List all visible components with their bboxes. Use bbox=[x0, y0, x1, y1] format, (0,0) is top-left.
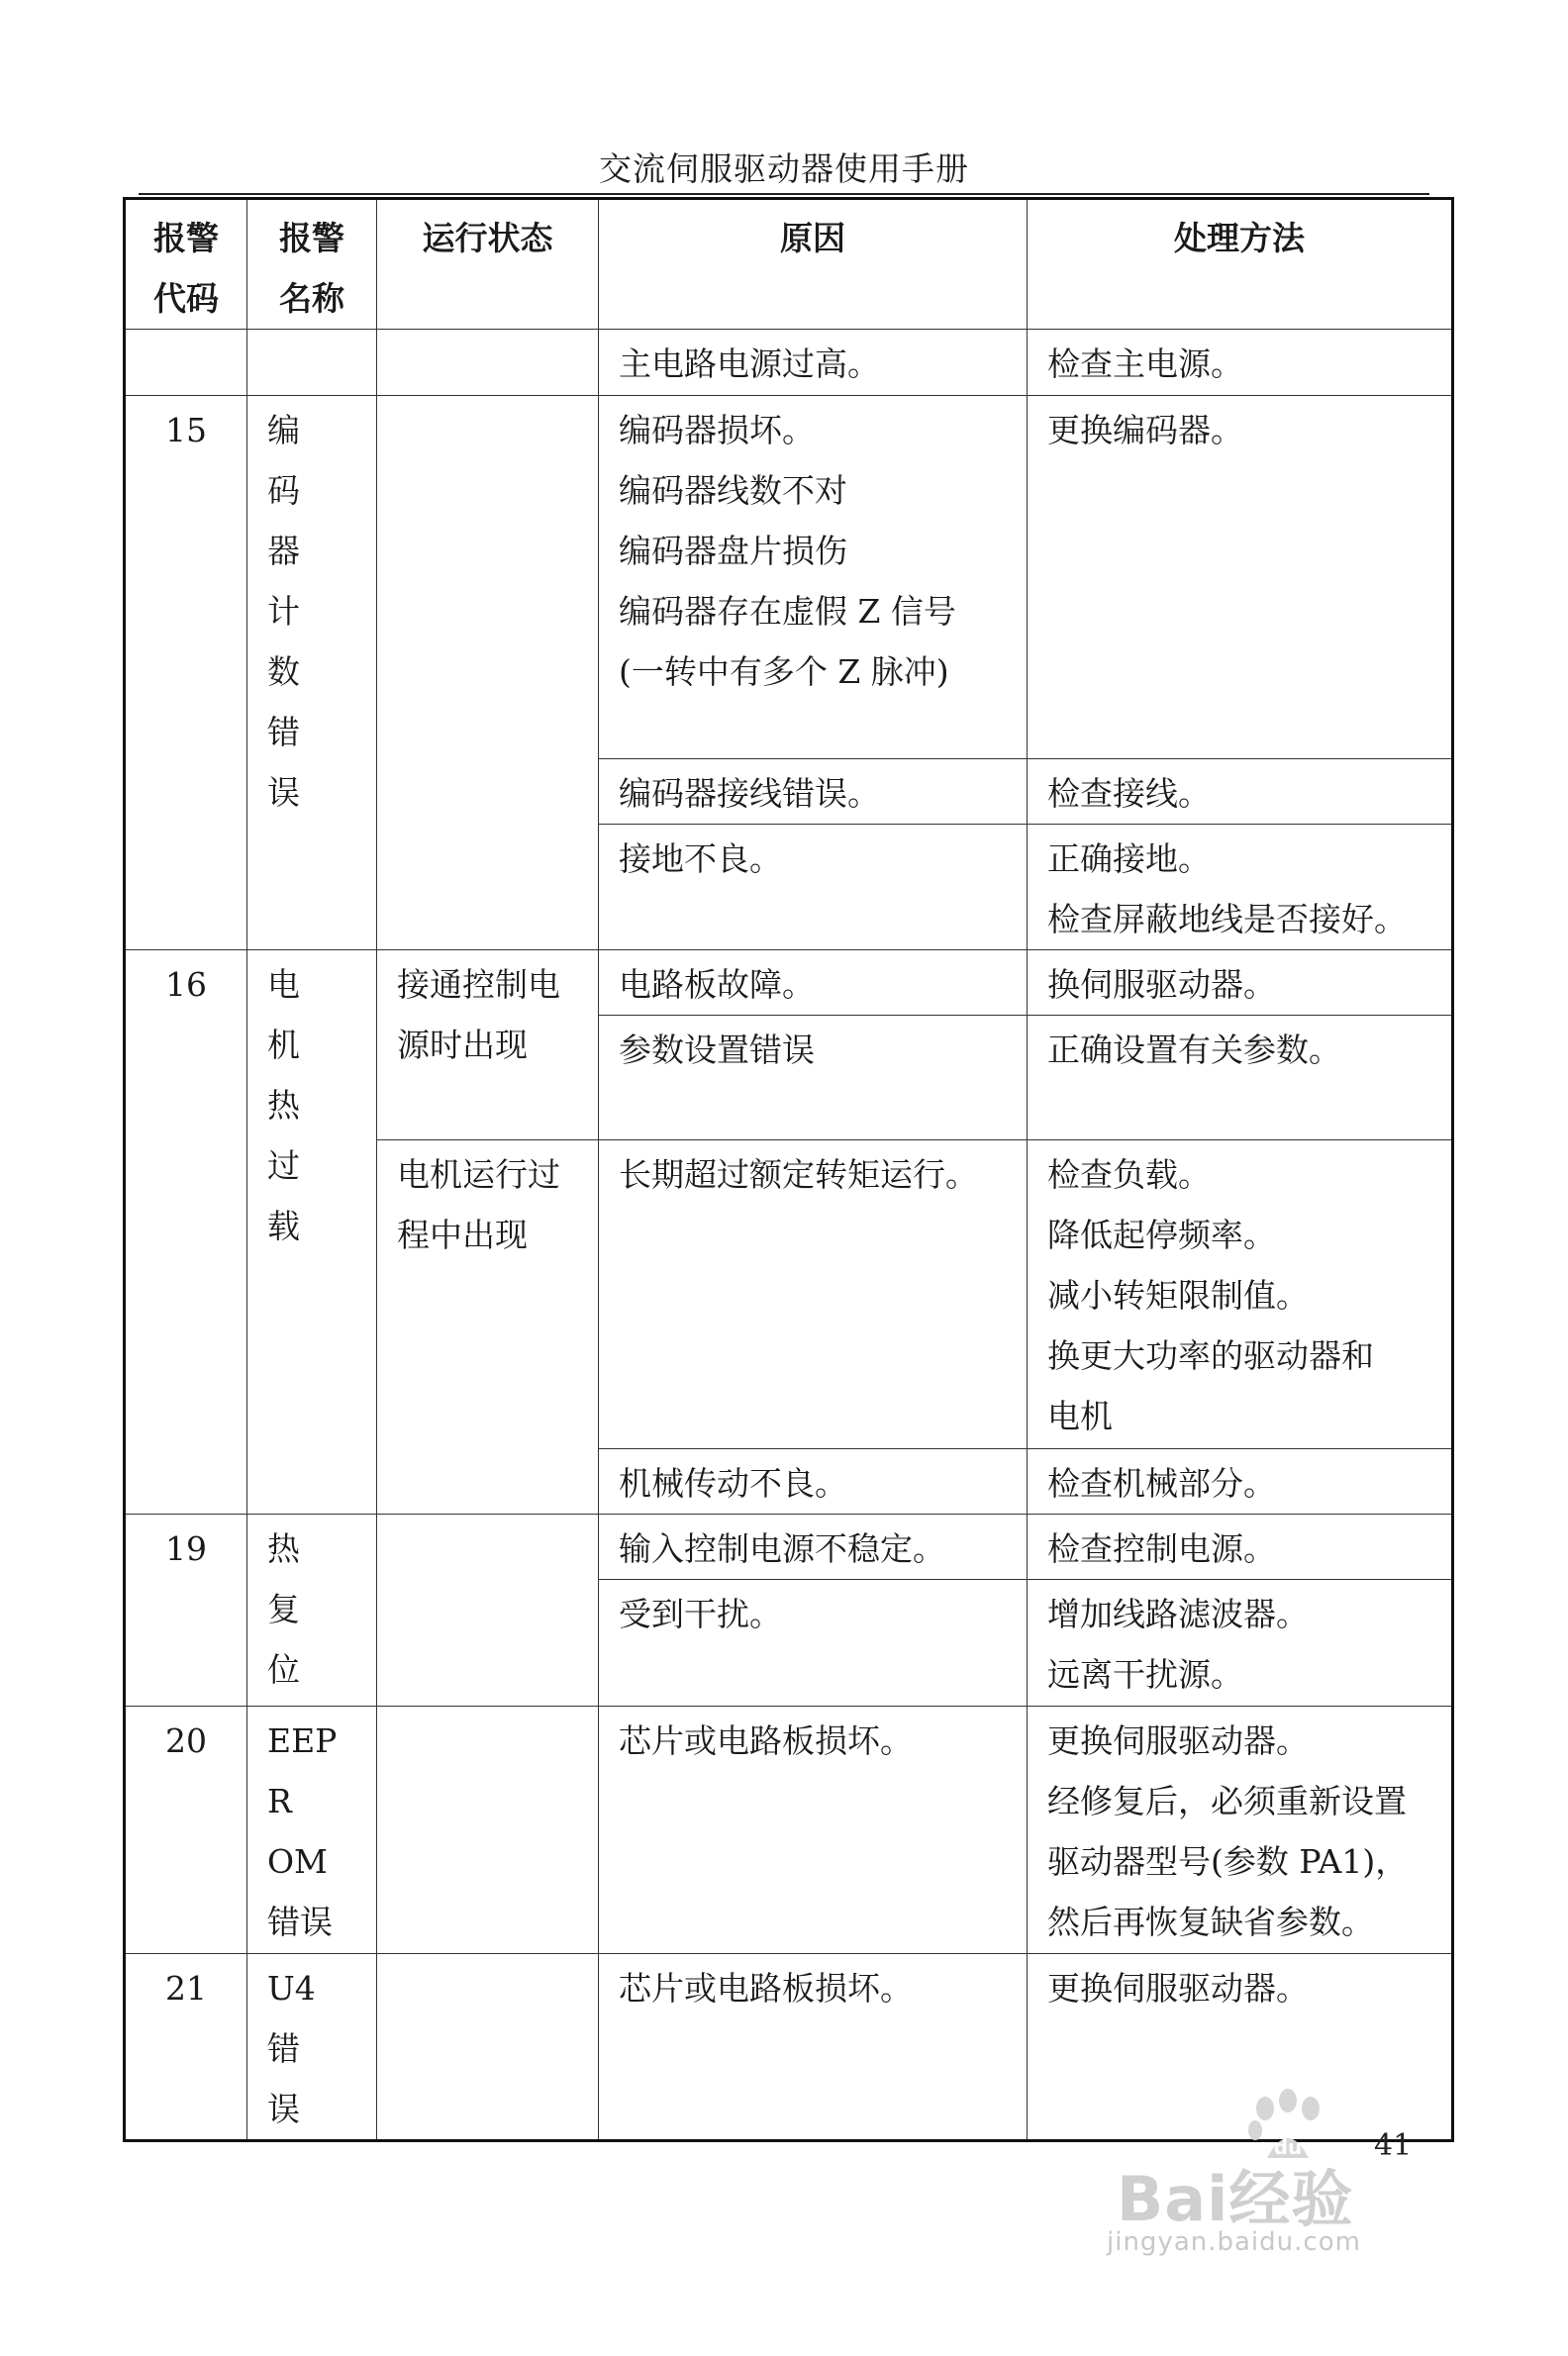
method-cell bbox=[1028, 1707, 1453, 1954]
cause-cell: 编码器接线错误。 bbox=[599, 759, 1028, 825]
table-row bbox=[125, 950, 1453, 1016]
method-cell bbox=[1028, 1140, 1453, 1449]
state-cell bbox=[377, 1707, 599, 1954]
cause-line: (一转中有多个 Z 脉冲) bbox=[619, 652, 949, 691]
alarm-name-line: OM bbox=[267, 1842, 328, 1881]
cause-line: 编码器存在虚假 Z 信号 bbox=[619, 592, 956, 631]
cause-cell: 接地不良。 bbox=[599, 825, 1028, 950]
method-cell: 检查接线。 bbox=[1028, 759, 1453, 825]
page-number: 41 bbox=[1374, 2128, 1413, 2163]
alarm-code: 21 bbox=[125, 1954, 247, 2141]
empty-cell bbox=[125, 330, 247, 396]
state-line: 程中出现 bbox=[397, 1216, 528, 1254]
method-cell: 更换伺服驱动器。 bbox=[1028, 1954, 1453, 2141]
empty-cell bbox=[247, 330, 377, 396]
alarm-name-line: 载 bbox=[267, 1207, 314, 1245]
method-line: 检查负载。 bbox=[1047, 1155, 1211, 1194]
alarm-name-line: 误 bbox=[267, 773, 314, 812]
state-line: 接通控制电 bbox=[397, 965, 560, 1004]
alarm-name bbox=[247, 1515, 377, 1707]
method-line: 远离干扰源。 bbox=[1047, 1655, 1243, 1694]
alarm-name-line: 编码 bbox=[267, 411, 314, 510]
alarm-name-line: EEPR bbox=[267, 1721, 338, 1820]
table-row bbox=[125, 1707, 1453, 1954]
cause-cell: 输入控制电源不稳定。 bbox=[599, 1515, 1028, 1580]
method-line: 更换伺服驱动器。 bbox=[1047, 1721, 1309, 1760]
method-line: 然后再恢复缺省参数。 bbox=[1047, 1903, 1374, 1941]
state-cell bbox=[377, 1140, 599, 1515]
state-cell bbox=[377, 1515, 599, 1707]
table-row bbox=[125, 396, 1453, 759]
state-cell bbox=[377, 396, 599, 950]
cause-line: 编码器损坏。 bbox=[619, 411, 815, 449]
table-row bbox=[125, 330, 1453, 396]
alarm-name-line: 位 bbox=[267, 1650, 314, 1689]
method-cell: 检查主电源。 bbox=[1028, 330, 1453, 396]
state-line: 电机运行过 bbox=[397, 1155, 560, 1194]
header-code-line: 报警 bbox=[153, 219, 219, 257]
state-cell bbox=[377, 1954, 599, 2141]
alarm-name-line: 器计 bbox=[267, 532, 314, 631]
method-cell: 换伺服驱动器。 bbox=[1028, 950, 1453, 1016]
column-header-method: 处理方法 bbox=[1028, 199, 1453, 330]
header-name-line: 报警 bbox=[279, 219, 344, 257]
method-line: 减小转矩限制值。 bbox=[1047, 1276, 1309, 1315]
table-row bbox=[125, 1515, 1453, 1580]
baidu-jingyan-watermark bbox=[1097, 2089, 1463, 2257]
alarm-code: 16 bbox=[125, 950, 247, 1515]
watermark-brand: Bai经验 bbox=[1117, 2163, 1354, 2235]
method-cell: 更换编码器。 bbox=[1028, 396, 1453, 759]
cause-cell: 芯片或电路板损坏。 bbox=[599, 1954, 1028, 2141]
cause-cell: 受到干扰。 bbox=[599, 1580, 1028, 1707]
empty-cell bbox=[377, 330, 599, 396]
alarm-code: 20 bbox=[125, 1707, 247, 1954]
cause-cell: 主电路电源过高。 bbox=[599, 330, 1028, 396]
method-line: 正确接地。 bbox=[1047, 839, 1211, 878]
method-cell bbox=[1028, 1580, 1453, 1707]
column-header-name bbox=[247, 199, 377, 330]
alarm-name bbox=[247, 396, 377, 950]
cause-cell bbox=[599, 396, 1028, 759]
header-code-line: 代码 bbox=[153, 279, 219, 318]
method-cell: 检查控制电源。 bbox=[1028, 1515, 1453, 1580]
logo-mark-text: du bbox=[1273, 2135, 1303, 2159]
alarm-code: 19 bbox=[125, 1515, 247, 1707]
cause-cell: 电路板故障。 bbox=[599, 950, 1028, 1016]
alarm-name bbox=[247, 1954, 377, 2141]
method-line: 检查屏蔽地线是否接好。 bbox=[1047, 900, 1407, 938]
alarm-name-line: 热复 bbox=[267, 1529, 314, 1628]
cause-cell: 芯片或电路板损坏。 bbox=[599, 1707, 1028, 1954]
alarm-name-line: 误 bbox=[267, 2090, 300, 2128]
alarm-name-line: 数错 bbox=[267, 652, 314, 751]
alarm-name-line: 错误 bbox=[267, 1903, 333, 1941]
watermark-url: jingyan.baidu.com bbox=[1107, 2227, 1361, 2257]
column-header-cause: 原因 bbox=[599, 199, 1028, 330]
method-line: 降低起停频率。 bbox=[1047, 1216, 1276, 1254]
alarm-name bbox=[247, 1707, 377, 1954]
method-line: 增加线路滤波器。 bbox=[1047, 1595, 1309, 1633]
method-line: 经修复后，必须重新设置 bbox=[1047, 1782, 1407, 1820]
cause-cell: 参数设置错误 bbox=[599, 1016, 1028, 1140]
cause-cell: 机械传动不良。 bbox=[599, 1449, 1028, 1515]
method-cell: 正确设置有关参数。 bbox=[1028, 1016, 1453, 1140]
alarm-name-line: 电机 bbox=[267, 965, 314, 1064]
page-header-title: 交流伺服驱动器使用手册 bbox=[599, 149, 969, 188]
column-header-code bbox=[125, 199, 247, 330]
alarm-name-line: 热过 bbox=[267, 1086, 314, 1185]
method-cell bbox=[1028, 825, 1453, 950]
method-line: 换更大功率的驱动器和 bbox=[1047, 1336, 1374, 1375]
column-header-state: 运行状态 bbox=[377, 199, 599, 330]
cause-line: 编码器盘片损伤 bbox=[619, 532, 847, 570]
alarm-code: 15 bbox=[125, 396, 247, 950]
state-cell bbox=[377, 950, 599, 1140]
method-line: 电机 bbox=[1047, 1397, 1113, 1435]
state-line: 源时出现 bbox=[397, 1026, 528, 1064]
header-rule bbox=[139, 193, 1429, 195]
method-cell: 检查机械部分。 bbox=[1028, 1449, 1453, 1515]
table-header-row bbox=[125, 199, 1453, 330]
cause-cell: 长期超过额定转矩运行。 bbox=[599, 1140, 1028, 1449]
header-name-line: 名称 bbox=[279, 279, 344, 318]
alarm-table bbox=[123, 197, 1454, 2142]
cause-line: 编码器线数不对 bbox=[619, 471, 847, 510]
method-line: 驱动器型号(参数 PA1)， bbox=[1047, 1842, 1409, 1881]
alarm-name bbox=[247, 950, 377, 1515]
alarm-name-line: U4 错 bbox=[267, 1969, 316, 2068]
